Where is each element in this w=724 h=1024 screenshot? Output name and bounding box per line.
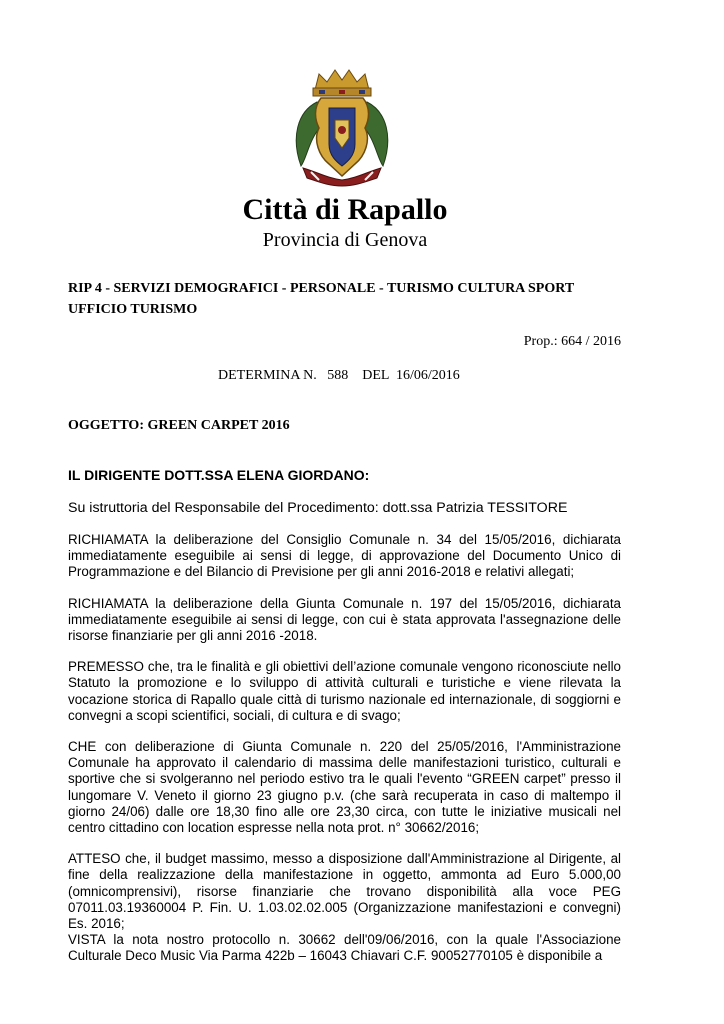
paragraph: ATTESO che, il budget massimo, messo a disposizione dall'Amministrazione al Dirigente, al fine della realizzazione della manifestazione in oggetto, ammonta ad Euro 5.000,00 (omnicomprensivi), risorse finanziarie che trovano disponibilità alla voce PEG 07011.03.19360004 P. Fin. U. 1.03.02.02.005 (Organizzazione manifestazioni e convegni) Es. 2016; bbox=[68, 851, 621, 932]
department-name: RIP 4 - SERVIZI DEMOGRAFICI - PERSONALE - TURISMO CULTURA SPORT bbox=[68, 281, 575, 296]
paragraph: VISTA la nota nostro protocollo n. 30662 dell'09/06/2016, con la quale l'Associazione Culturale Deco Music Via Parma 422b – 16043 Chiavari C.F. 90052770105 è disponibile a bbox=[68, 932, 621, 964]
paragraph: RICHIAMATA la deliberazione della Giunta Comunale n. 197 del 15/05/2016, dichiarata immediatamente eseguibile ai sensi di legge, con cui è stata approvata l'assegnazione delle risorse finanziarie per gli anni 2016 -2018. bbox=[68, 595, 621, 644]
paragraph: PREMESSO che, tra le finalità e gli obiettivi dell’azione comunale vengono riconosciute nello Statuto la promozione e lo sviluppo di attività culturali e turistiche e viene rilevata la vocazione storica di Rapallo quale città di turismo nazionale ed internazionale, di soggiorni e convegni a scopi scientifici, sociali, di cultura e di svago; bbox=[68, 659, 621, 723]
determina-line: DETERMINA N. 588 DEL 16/06/2016 bbox=[218, 368, 460, 383]
department-block bbox=[68, 278, 628, 320]
director-heading: IL DIRIGENTE DOTT.SSA ELENA GIORDANO: bbox=[68, 467, 370, 483]
city-title: Città di Rapallo bbox=[242, 193, 448, 226]
proposal-number: Prop.: 664 / 2016 bbox=[523, 334, 621, 349]
paragraph: CHE con deliberazione di Giunta Comunale n. 220 del 25/05/2016, l'Amministrazione Comunale ha approvato il calendario di massima delle manifestazioni turistico, culturali e sportive che si svolgeranno nel periodo estivo tra le quali l'evento “GREEN carpet” presso il lungomare V. Veneto il giorno 23 giugno p.v. (che sarà recuperata in caso di maltempo il giorno 24/06) dalle ore 18,30 fino alle ore 23,30 circa, con tutte le iniziative musicali nel centro cittadino con location espresse nella nota prot. n° 30662/2016; bbox=[68, 739, 621, 836]
coat-of-arms-icon bbox=[283, 68, 401, 188]
document-body bbox=[68, 532, 621, 965]
office-name: UFFICIO TURISMO bbox=[68, 302, 198, 317]
province-subtitle: Provincia di Genova bbox=[262, 229, 428, 251]
paragraph: RICHIAMATA la deliberazione del Consiglio Comunale n. 34 del 15/05/2016, dichiarata immediatamente eseguibile ai sensi di legge, di approvazione del Documento Unico di Programmazione e del Bilancio di Previsione per gli anni 2016-2018 e relativi allegati; bbox=[68, 532, 621, 580]
subject-line: OGGETTO: GREEN CARPET 2016 bbox=[68, 418, 290, 433]
istruttoria-line: Su istruttoria del Responsabile del Procedimento: dott.ssa Patrizia TESSITORE bbox=[68, 500, 568, 516]
